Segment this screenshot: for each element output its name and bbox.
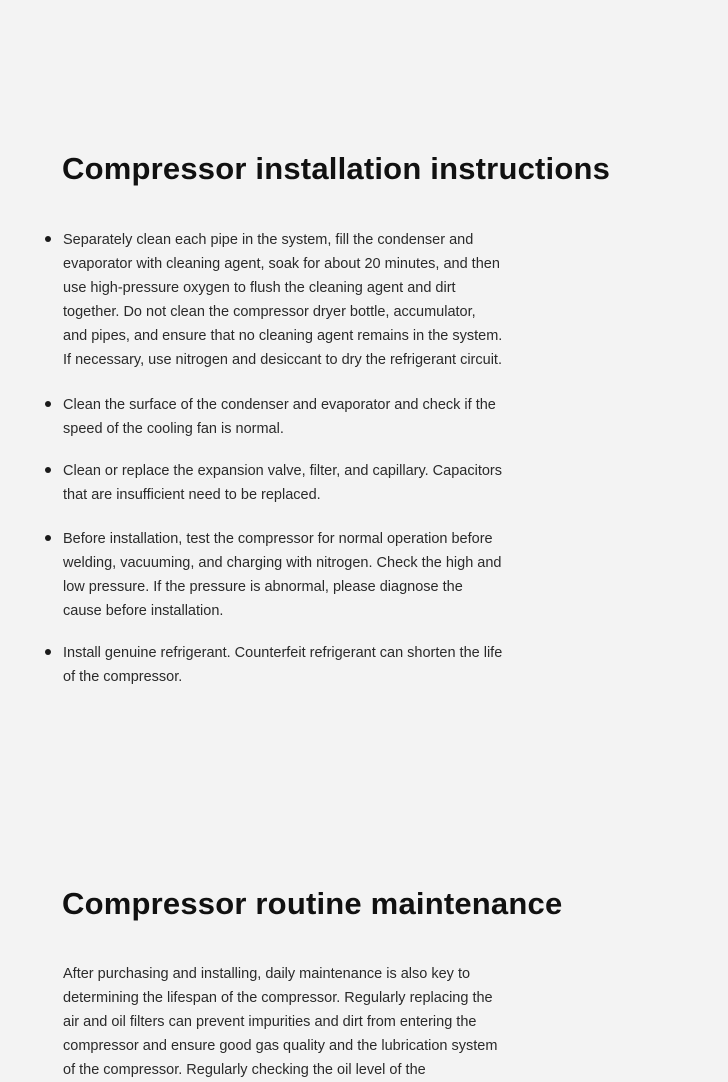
section-title-installation: Compressor installation instructions bbox=[62, 151, 611, 186]
list-item: Separately clean each pipe in the system, fill the condenser and evaporator with cleaning agent, soak for about 20 minutes, and then use high-pressure oxygen to flush the cleaning agent and dirt together. Do not clean the compressor dryer bottle, accumulator, and pipes, and ensure that no cleaning agent remains in the system. If necessary, use nitrogen and desiccant to dry the refrigerant circuit. bbox=[63, 228, 503, 372]
installation-instructions-list bbox=[63, 228, 503, 689]
list-item: Install genuine refrigerant. Counterfeit refrigerant can shorten the life of the compressor. bbox=[63, 641, 503, 689]
section-title-maintenance: Compressor routine maintenance bbox=[62, 886, 563, 921]
list-item: Clean the surface of the condenser and evaporator and check if the speed of the cooling fan is normal. bbox=[63, 393, 503, 441]
list-item: Before installation, test the compressor for normal operation before welding, vacuuming, and charging with nitrogen. Check the high and low pressure. If the pressure is abnormal, please diagnose the cause before installation. bbox=[63, 527, 503, 623]
list-item: Clean or replace the expansion valve, filter, and capillary. Capacitors that are insufficient need to be replaced. bbox=[63, 459, 503, 507]
maintenance-paragraph: After purchasing and installing, daily maintenance is also key to determining the lifespan of the compressor. Regularly replacing the air and oil filters can prevent impurities and dirt from entering the compressor and ensure good gas quality and the lubrication system of the compressor. Regularly checking the oil level of the bbox=[63, 966, 498, 1078]
